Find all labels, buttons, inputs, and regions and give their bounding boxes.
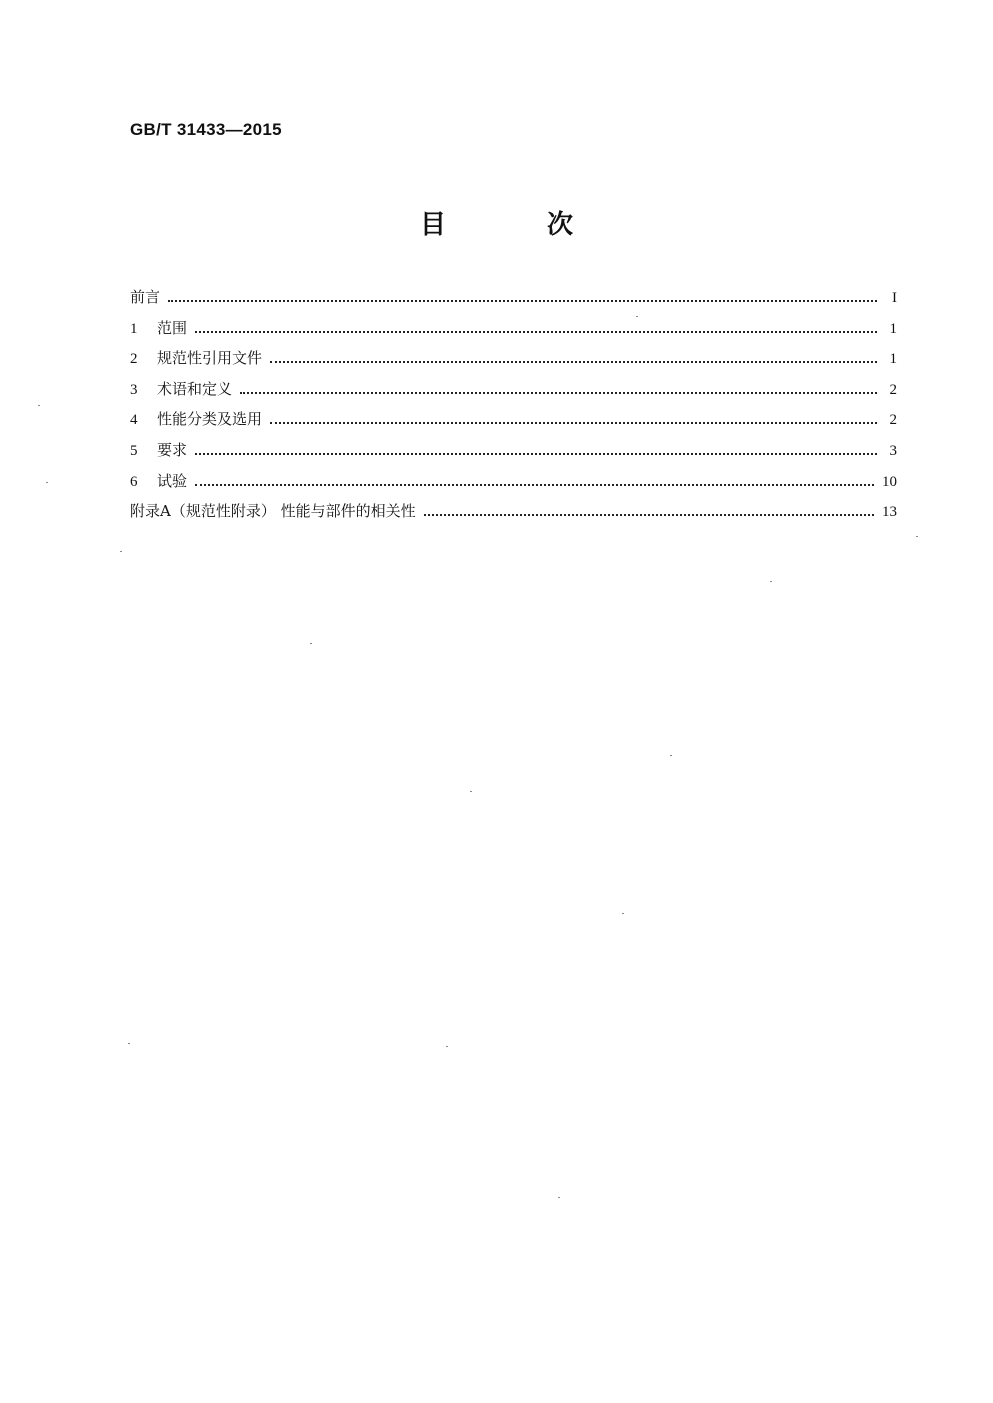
- scan-speck: [636, 316, 638, 317]
- scan-speck: [770, 581, 772, 582]
- toc-entry-label: 范围: [157, 318, 188, 337]
- toc-entry-foreword[interactable]: [130, 286, 897, 317]
- scan-speck: [446, 1046, 448, 1047]
- toc-entry-number: 5: [130, 442, 138, 459]
- scan-speck: [46, 482, 48, 483]
- toc-entry-normative-references[interactable]: [130, 347, 897, 378]
- toc-title: 目 次: [419, 210, 620, 240]
- table-of-contents: [130, 286, 897, 531]
- toc-entry-number: 3: [130, 381, 138, 398]
- toc-entry-scope[interactable]: [130, 317, 897, 348]
- toc-entry-label: 性能分类及选用: [157, 410, 263, 429]
- toc-entry-page: 3: [889, 442, 897, 459]
- toc-entry-page: 10: [882, 473, 897, 490]
- toc-leader-dots: [195, 331, 877, 333]
- toc-entry-label: 术语和定义: [157, 379, 233, 398]
- toc-entry-annex-a[interactable]: [130, 500, 897, 531]
- scan-speck: [670, 755, 672, 756]
- toc-entry-page: 13: [882, 504, 897, 521]
- scan-speck: [38, 405, 40, 406]
- toc-entry-page: 2: [889, 381, 897, 398]
- toc-entry-label: 前言: [130, 288, 161, 306]
- standard-code: GB/T 31433—2015: [130, 120, 282, 139]
- toc-entry-page: 1: [889, 351, 897, 368]
- toc-leader-dots: [195, 484, 874, 486]
- toc-entry-label: 规范性引用文件: [157, 349, 263, 368]
- toc-entry-classification[interactable]: [130, 408, 897, 439]
- toc-entry-tests[interactable]: [130, 470, 897, 501]
- toc-leader-dots: [424, 514, 874, 516]
- scan-speck: [558, 1197, 560, 1198]
- scan-speck: [310, 643, 312, 644]
- toc-entry-terms-definitions[interactable]: [130, 378, 897, 409]
- toc-leader-dots: [168, 300, 877, 302]
- scan-speck: [120, 551, 122, 552]
- scan-speck: [622, 913, 624, 914]
- scan-speck: [470, 791, 472, 792]
- toc-leader-dots: [270, 361, 877, 363]
- toc-entry-number: 4: [130, 412, 138, 429]
- toc-entry-page: 1: [889, 320, 897, 337]
- toc-leader-dots: [195, 453, 877, 455]
- toc-entry-label: 要求: [157, 440, 188, 459]
- toc-entry-page: 2: [889, 412, 897, 429]
- toc-leader-dots: [270, 422, 877, 424]
- toc-leader-dots: [240, 392, 877, 394]
- toc-entry-number: 2: [130, 351, 138, 368]
- toc-entry-label: 试验: [157, 471, 188, 490]
- toc-entry-number: 1: [130, 320, 138, 337]
- toc-entry-label: 附录A（规范性附录） 性能与部件的相关性: [130, 502, 416, 521]
- toc-entry-page: I: [892, 290, 897, 306]
- toc-entry-requirements[interactable]: [130, 439, 897, 470]
- scan-speck: [916, 536, 918, 537]
- toc-entry-number: 6: [130, 473, 138, 490]
- scan-speck: [128, 1043, 130, 1044]
